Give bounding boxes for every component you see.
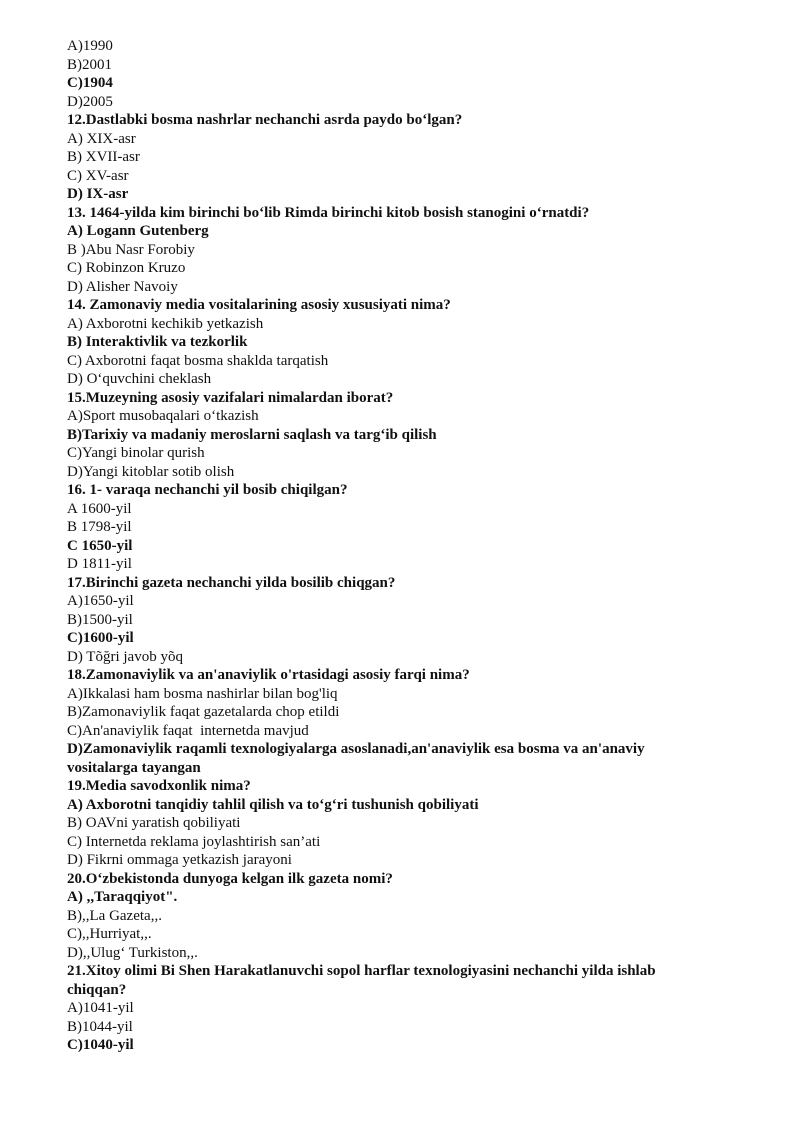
answer-option: D)2005 — [67, 93, 113, 110]
answer-option: A 1600-yil — [67, 500, 132, 517]
answer-option: C) XV-asr — [67, 167, 129, 184]
answer-option: B) Interaktivlik va tezkorlik — [67, 334, 248, 350]
answer-option: A)Ikkalasi ham bosma nashirlar bilan bog'liq — [67, 685, 338, 702]
answer-option: C) Robinzon Kruzo — [67, 260, 186, 276]
answer-option: D) Alisher Navoiy — [67, 278, 178, 295]
question-text: 16. 1- varaqa nechanchi yil bosib chiqilgan? — [67, 482, 348, 498]
question-text: 21.Xitoy olimi Bi Shen Harakatlanuvchi sopol harflar texnologiyasini nechanchi yilda ishlab — [67, 963, 656, 979]
answer-option: C)1904 — [67, 75, 113, 91]
answer-option: D) Tõğri javob yõq — [67, 648, 183, 665]
question-text: 17.Birinchi gazeta nechanchi yilda bosilib chiqgan? — [67, 574, 396, 591]
question-text: 12.Dastlabki bosma nashrlar nechanchi asrda paydo bo‘lgan? — [67, 112, 463, 128]
answer-option: B)Zamonaviylik faqat gazetalarda chop etildi — [67, 704, 340, 720]
question-text: 18.Zamonaviylik va an'anaviylik o'rtasidagi asosiy farqi nima? — [67, 667, 470, 683]
document-page — [67, 37, 747, 1055]
answer-option: A) Logann Gutenberg — [67, 223, 209, 239]
answer-option: B 1798-yil — [67, 519, 132, 535]
question-text: 15.Muzeyning asosiy vazifalari nimalardan iborat? — [67, 389, 394, 406]
answer-option: D) O‘quvchini cheklash — [67, 371, 212, 387]
answer-option: A) XIX-asr — [67, 130, 136, 147]
answer-option: C)An'anaviylik faqat internetda mavjud — [67, 722, 309, 739]
answer-option: A)Sport musobaqalari o‘tkazish — [67, 408, 259, 424]
question-text: vositalarga tayangan — [67, 759, 201, 776]
answer-option: D)Zamonaviylik raqamli texnologiyalarga asoslanadi,an'anaviylik esa bosma va an'anaviy — [67, 741, 645, 757]
answer-option: B )Abu Nasr Forobiy — [67, 241, 195, 258]
answer-option: D),,Ulug‘ Turkiston,,. — [67, 944, 198, 961]
question-text: 14. Zamonaviy media vositalarining asosiy xususiyati nima? — [67, 297, 451, 313]
answer-option: D) IX-asr — [67, 186, 129, 202]
question-text: chiqqan? — [67, 981, 127, 998]
question-text: 20.O‘zbekistonda dunyoga kelgan ilk gazeta nomi? — [67, 870, 393, 887]
answer-option: B)1044-yil — [67, 1018, 133, 1035]
answer-option: B)1500-yil — [67, 611, 133, 628]
answer-option: C)1040-yil — [67, 1037, 134, 1053]
answer-option: A)1041-yil — [67, 1000, 134, 1016]
answer-option: C)Yangi binolar qurish — [67, 445, 205, 461]
answer-option: B)Tarixiy va madaniy meroslarni saqlash va targ‘ib qilish — [67, 426, 437, 443]
answer-option: C 1650-yil — [67, 537, 133, 554]
answer-option: C) Axborotni faqat bosma shaklda tarqatish — [67, 352, 329, 369]
answer-option: B)2001 — [67, 56, 112, 73]
answer-option: B) XVII-asr — [67, 149, 140, 165]
answer-option: A) Axborotni kechikib yetkazish — [67, 315, 264, 332]
answer-option: D 1811-yil — [67, 556, 132, 572]
answer-option: B) OAVni yaratish qobiliyati — [67, 815, 241, 831]
answer-option: A) ,,Taraqqiyot". — [67, 889, 178, 905]
answer-option: C)1600-yil — [67, 630, 134, 646]
answer-option: A) Axborotni tanqidiy tahlil qilish va to‘g‘ri tushunish qobiliyati — [67, 796, 479, 813]
answer-option: C),,Hurriyat,,. — [67, 926, 152, 942]
question-text: 19.Media savodxonlik nima? — [67, 778, 251, 794]
answer-option: D) Fikrni ommaga yetkazish jarayoni — [67, 852, 292, 868]
answer-option: C) Internetda reklama joylashtirish san’ati — [67, 833, 321, 850]
answer-option: A)1650-yil — [67, 593, 134, 609]
answer-option: A)1990 — [67, 38, 113, 54]
answer-option: B),,La Gazeta,,. — [67, 907, 162, 924]
answer-option: D)Yangi kitoblar sotib olish — [67, 463, 235, 480]
question-text: 13. 1464-yilda kim birinchi bo‘lib Rimda birinchi kitob bosish stanogini o‘rnatdi? — [67, 204, 590, 221]
